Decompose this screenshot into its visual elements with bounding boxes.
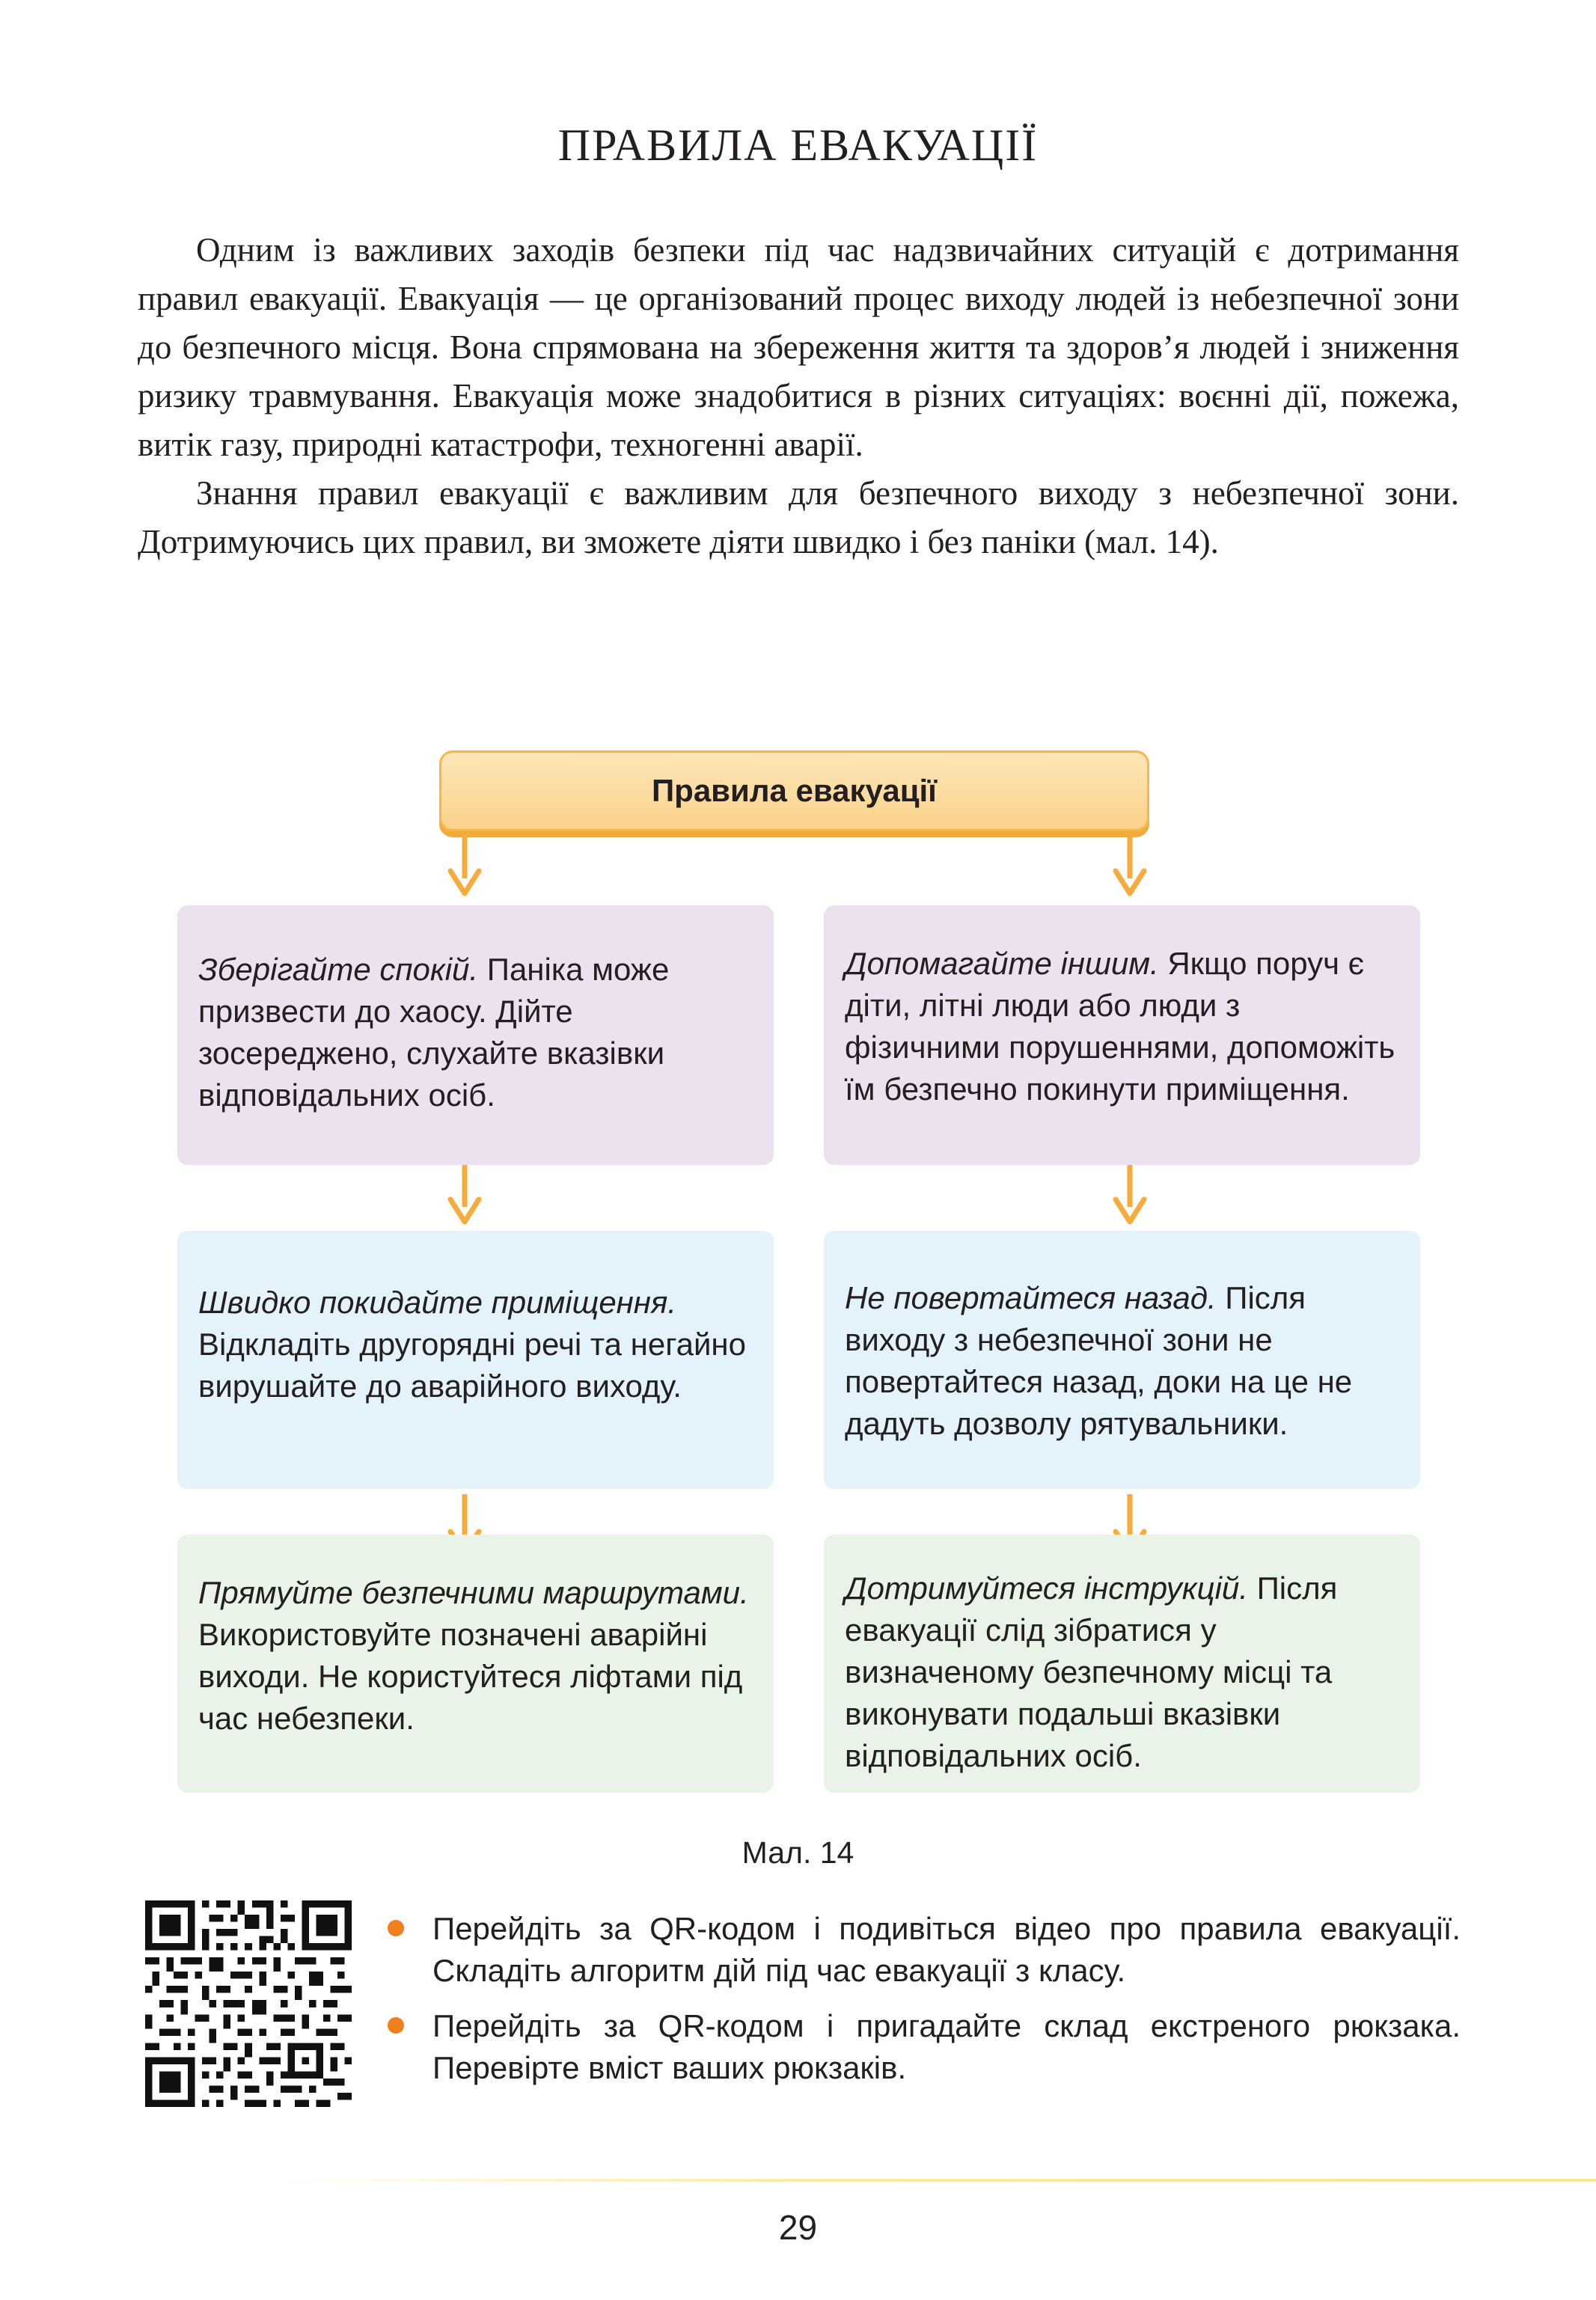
intro-paragraph: Знання правил евакуації є важливим для безпечного виходу з небезпечної зони. Дотримуючись цих правил, ви зможете діяти швидко і без паніки (мал. 14). [138,474,1459,560]
arrow-down-icon [447,834,482,898]
rule-card-dont-return [824,1231,1420,1489]
task-item [388,2005,1461,2089]
arrow-down-icon [447,1162,482,1226]
rule-card-text: Використовуйте позначені аварійні виходи. Не користуйтеся ліфтами під час небезпеки. [198,1617,743,1736]
rule-card-safe-routes [177,1535,774,1793]
task-text: Перейдіть за QR-кодом і подивіться відео про правила евакуації. Складіть алгоритм дій під час евакуації з класу. [432,1911,1461,1988]
rule-card-text: Після виходу з небезпечної зони не повертайтеся назад, доки на це не дадуть дозволу рятувальники. [845,1280,1353,1441]
rule-card-lead: Дотримуйтеся інструкцій. [845,1570,1248,1606]
arrow-down-icon [1113,1162,1147,1226]
rule-card-text: Якщо поруч є діти, літні люди або люди з фізичними порушеннями, допоможіть їм безпечно покинути приміщення. [845,946,1395,1107]
intro-paragraph: Одним із важливих заходів безпеки під час надзвичайних ситуацій є дотримання правил евакуації. Евакуація — це організований процес виходу людей із небезпечної зони до безпечного місця. Вона спрямована на збереження життя та здоров’я людей і зниження ризику травмування. Евакуація може знадобитися в різних ситуаціях: воєнні дії, пожежа, витік газу, природні катастрофи, техногенні аварії. [138,231,1459,463]
page-title: ПРАВИЛА ЕВАКУАЦІЇ [557,120,1039,170]
diagram-root-box: Правила евакуації [439,750,1149,831]
rule-card-lead: Допомагайте іншим. [845,946,1159,981]
footer-divider [269,2179,1596,2182]
figure-caption: Мал. 14 [742,1835,854,1870]
rule-card-text: Після евакуації слід зібратися у визначеному безпечному місці та виконувати подальші вказівки відповідальних осіб. [845,1570,1338,1773]
rule-card-stay-calm [177,905,774,1165]
rule-card-lead: Швидко покидайте приміщення. [198,1285,677,1320]
task-list [388,1908,1461,2102]
rule-card-lead: Не повертайтеся назад. [845,1280,1217,1315]
rule-card-follow-instructions [824,1535,1420,1793]
bullet-icon [388,2017,404,2034]
rule-card-help-others [824,905,1420,1165]
task-text: Перейдіть за QR-кодом і пригадайте склад екстреного рюкзака. Перевірте вміст ваших рюкзаків. [432,2008,1461,2085]
rule-card-lead: Прямуйте безпечними маршрутами. [198,1575,749,1610]
rule-card-lead: Зберігайте спокій. [198,952,479,987]
task-item [388,1908,1461,1992]
rule-card-text: Паніка може призвести до хаосу. Дійте зосереджено, слухайте вказівки відповідальних осіб. [198,952,670,1113]
page-number: 29 [778,2208,818,2247]
bullet-icon [388,1920,404,1936]
rule-card-text: Відкладіть другорядні речі та негайно вирушайте до аварійного виходу. [198,1327,746,1404]
arrow-down-icon [1113,834,1147,898]
rule-card-leave-quickly [177,1231,774,1489]
qr-code-icon[interactable] [145,1900,352,2107]
